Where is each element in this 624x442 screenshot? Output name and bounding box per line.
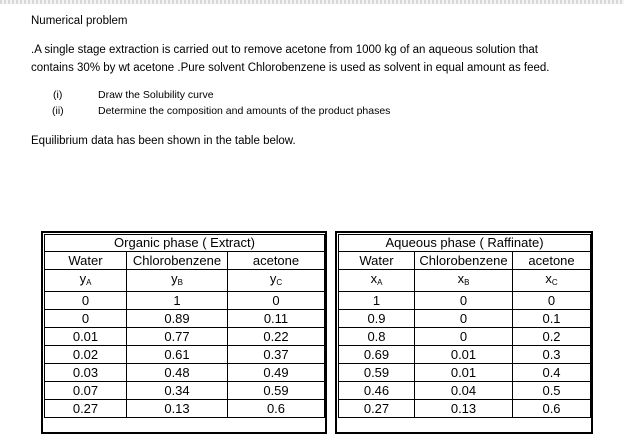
- table-cell: 0.03: [45, 364, 127, 382]
- table-row: [45, 346, 325, 364]
- table-cell: 0.1: [513, 310, 591, 328]
- task-text-1: Draw the Solubility curve: [98, 89, 214, 101]
- table-cell: 0.13: [127, 400, 228, 418]
- table-cell: 0.59: [228, 382, 325, 400]
- table-cell: 1: [339, 292, 415, 310]
- table-row: [339, 292, 591, 310]
- table-cell: 0.3: [513, 346, 591, 364]
- table-cell: 0.49: [228, 364, 325, 382]
- problem-line-1: .A single stage extraction is carried out to remove acetone from 1000 kg of an aqueous solution that: [31, 44, 538, 56]
- table-row: [45, 328, 325, 346]
- top-border: [0, 0, 624, 4]
- equilibrium-note: Equilibrium data has been shown in the table below.: [31, 135, 296, 147]
- table-cell: 0.4: [513, 364, 591, 382]
- raffinate-col-water: Water: [339, 252, 415, 270]
- table-cell: 0: [415, 310, 513, 328]
- table-cell: 0.04: [415, 382, 513, 400]
- raffinate-table: [338, 234, 591, 418]
- raffinate-symbol-xC: $x_C$: [513, 270, 591, 292]
- task-number-1: (i): [53, 89, 63, 101]
- extract-col-acetone: acetone: [228, 252, 325, 270]
- table-cell: 0: [228, 292, 325, 310]
- table-cell: 0.69: [339, 346, 415, 364]
- table-row: [339, 382, 591, 400]
- table-cell: 0.48: [127, 364, 228, 382]
- raffinate-col-acetone: acetone: [513, 252, 591, 270]
- table-cell: 0.2: [513, 328, 591, 346]
- table-row: [45, 310, 325, 328]
- table-cell: 0: [415, 292, 513, 310]
- table-cell: 0: [45, 292, 127, 310]
- extract-col-chlorobenzene: Chlorobenzene: [127, 252, 228, 270]
- extract-symbol-yA: $y_A$: [45, 270, 127, 292]
- heading: Numerical problem: [31, 15, 128, 27]
- table-cell: 0.37: [228, 346, 325, 364]
- table-cell: 0: [513, 292, 591, 310]
- table-cell: 0.6: [228, 400, 325, 418]
- table-cell: 0.8: [339, 328, 415, 346]
- task-text-2: Determine the composition and amounts of the product phases: [98, 105, 391, 117]
- extract-table-title: Organic phase ( Extract): [45, 235, 325, 252]
- table-cell: 0.59: [339, 364, 415, 382]
- raffinate-symbol-xB: $x_B$: [415, 270, 513, 292]
- table-cell: 0.89: [127, 310, 228, 328]
- table-cell: 0.01: [415, 364, 513, 382]
- table-cell: 0.11: [228, 310, 325, 328]
- raffinate-symbol-xA: $x_A$: [339, 270, 415, 292]
- table-row: [339, 364, 591, 382]
- table-cell: 0.27: [45, 400, 127, 418]
- task-number-2: (ii): [52, 105, 64, 117]
- table-cell: 0.9: [339, 310, 415, 328]
- table-cell: 0.13: [415, 400, 513, 418]
- extract-symbol-yB: $y_B$: [127, 270, 228, 292]
- table-cell: 0.02: [45, 346, 127, 364]
- table-cell: 0.34: [127, 382, 228, 400]
- table-cell: 0.6: [513, 400, 591, 418]
- table-cell: 0.77: [127, 328, 228, 346]
- raffinate-table-title: Aqueous phase ( Raffinate): [339, 235, 591, 252]
- table-cell: 0.61: [127, 346, 228, 364]
- table-row: [339, 310, 591, 328]
- table-cell: 0.07: [45, 382, 127, 400]
- table-row: [45, 400, 325, 418]
- table-cell: 0: [45, 310, 127, 328]
- table-cell: 0.22: [228, 328, 325, 346]
- table-cell: 0.01: [415, 346, 513, 364]
- extract-table: [44, 234, 325, 418]
- table-row: [45, 382, 325, 400]
- table-row: [339, 400, 591, 418]
- table-cell: 1: [127, 292, 228, 310]
- table-row: [339, 328, 591, 346]
- table-cell: 0: [415, 328, 513, 346]
- table-row: [339, 346, 591, 364]
- table-row: [45, 364, 325, 382]
- table-cell: 0.5: [513, 382, 591, 400]
- extract-symbol-yC: $y_C$: [228, 270, 325, 292]
- raffinate-col-chlorobenzene: Chlorobenzene: [415, 252, 513, 270]
- problem-line-2: contains 30% by wt acetone .Pure solvent Chlorobenzene is used as solvent in equal amount as feed.: [31, 62, 550, 74]
- table-cell: 0.01: [45, 328, 127, 346]
- extract-col-water: Water: [45, 252, 127, 270]
- table-row: [45, 292, 325, 310]
- table-cell: 0.46: [339, 382, 415, 400]
- table-cell: 0.27: [339, 400, 415, 418]
